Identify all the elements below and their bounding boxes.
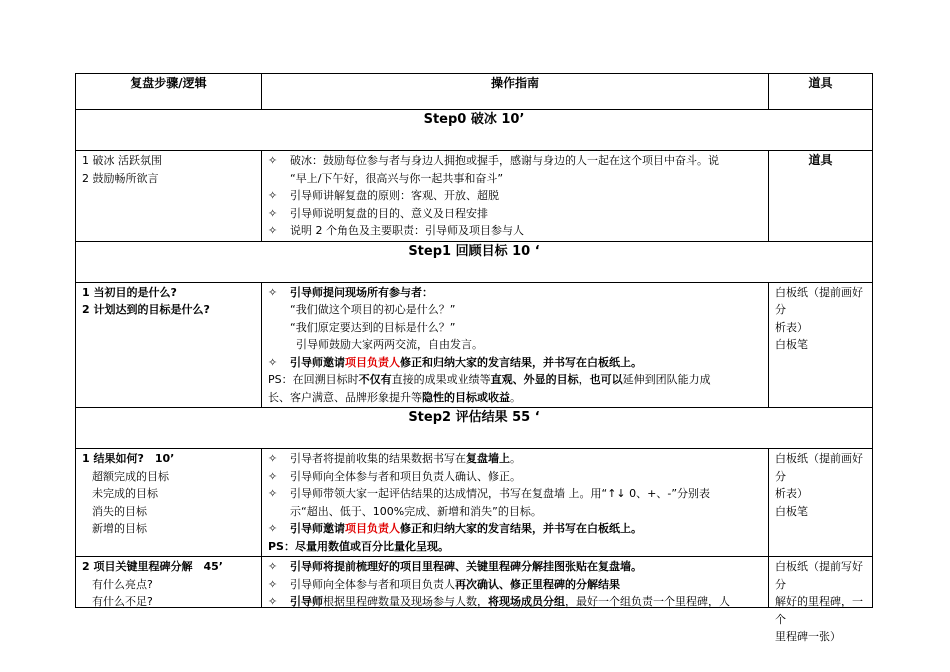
- step2-title: Step2 评估结果 55 ‘: [76, 408, 873, 449]
- review-guide-table: [75, 73, 873, 643]
- step2-logic-1: 超额完成的目标: [92, 469, 169, 483]
- step2-logic: [76, 449, 262, 557]
- step1-ps: PS：在回溯目标时不仅有直接的成果或业绩等直观、外显的目标，也可以延伸到团队能力成: [268, 373, 711, 386]
- arrow-down-icon: ↓: [616, 487, 626, 500]
- step1-props-3: 白板笔: [775, 338, 808, 351]
- header-row: [76, 74, 873, 110]
- step2b-guide-2: 引导师向全体参与者和项目负责人再次确认、修正里程碑的分解结果: [290, 577, 620, 591]
- step1-props-2: 析表）: [775, 320, 808, 334]
- step2-props-3: 白板笔: [775, 504, 808, 518]
- step1-content-row: [76, 282, 873, 408]
- step0-logic-2: 2 鼓励畅所欲言: [82, 171, 159, 185]
- diamond-bullet-icon: ✧: [268, 452, 278, 465]
- step1-guide: [262, 282, 769, 408]
- step2b-logic-1: 有什么亮点?: [92, 577, 153, 591]
- step0-guide-4: 引导师说明复盘的目的、意义及日程安排: [290, 206, 488, 220]
- step2-ps: PS：尽量用数值或百分比量化呈现。: [268, 539, 449, 553]
- header-props: 道具: [769, 74, 873, 110]
- step0-guide-2: “早上/下午好，很高兴与你一起共事和奋斗”: [290, 171, 504, 185]
- step2-logic-2: 未完成的目标: [92, 487, 158, 500]
- diamond-bullet-icon: ✧: [268, 595, 278, 608]
- diamond-bullet-icon: ✧: [268, 469, 278, 483]
- diamond-bullet-icon: ✧: [268, 560, 278, 573]
- step2-guide-1: 引导者将提前收集的结果数据书写在复盘墙上。: [290, 452, 521, 465]
- step1-question-title: 引导师提问现场所有参与者：: [290, 285, 433, 299]
- step2b-props-3: 里程碑一张）: [775, 630, 841, 643]
- step2-content-row: [76, 449, 873, 557]
- step0-content-row: [76, 151, 873, 242]
- step0-guide-3: 引导师讲解复盘的原则：客观、开放、超脱: [290, 189, 499, 202]
- step0-guide-5: 说明 2 个角色及主要职责：引导师及项目参与人: [290, 224, 524, 237]
- diamond-bullet-icon: ✧: [268, 577, 278, 591]
- step1-logic-2: 2 计划达到的目标是什么?: [82, 303, 210, 316]
- step2b-props-2: 解好的里程碑，一个: [775, 595, 863, 626]
- step1-question-2: “我们原定要达到的目标是什么？”: [290, 320, 456, 334]
- step0-title: Step0 破冰 10’: [76, 110, 873, 151]
- step2b-logic-title: 2 项目关键里程碑分解 45’: [82, 560, 223, 573]
- step1-logic: [76, 282, 262, 408]
- diamond-bullet-icon: ✧: [268, 154, 278, 167]
- step1-logic-1: 1 当初目的是什么?: [82, 285, 177, 299]
- step2b-content-row: [76, 557, 873, 608]
- diamond-bullet-icon: ✧: [268, 355, 278, 369]
- step1-props: [769, 282, 873, 408]
- step2-logic-4: 新增的目标: [92, 522, 147, 535]
- diamond-bullet-icon: ✧: [268, 224, 278, 237]
- step2-guide-3-cont: 示“超出、低于、100%完成、新增和消失”的目标。: [290, 504, 542, 518]
- arrow-up-icon: ↑: [607, 487, 617, 500]
- step2b-guide-1: 引导师将提前梳理好的项目里程碑、关键里程碑分解挂图张贴在复盘墙。: [290, 560, 642, 573]
- step2-title-row: [76, 408, 873, 449]
- step0-logic: [76, 151, 262, 242]
- step2-guide: [262, 449, 769, 557]
- header-guide: 操作指南: [262, 74, 769, 110]
- step0-logic-1: 1 破冰 活跃氛围: [82, 154, 162, 167]
- step1-title-row: [76, 241, 873, 282]
- step2-guide-3: 引导师带领大家一起评估结果的达成情况，书写在复盘墙 上。用“↑↓ 0、+、-”分别表: [290, 487, 711, 500]
- diamond-bullet-icon: ✧: [268, 522, 278, 535]
- step2b-props-1: 白板纸（提前写好分: [775, 560, 863, 591]
- diamond-bullet-icon: ✧: [268, 189, 278, 202]
- step2-guide-4: 引导师邀请项目负责人修正和归纳大家的发言结果，并书写在白板纸上。: [290, 522, 642, 535]
- step2-logic-3: 消失的目标: [92, 504, 147, 518]
- header-step: 复盘步骤/逻辑: [76, 74, 262, 110]
- step2-props-1: 白板纸（提前画好分: [775, 452, 863, 483]
- step2b-guide: [262, 557, 769, 608]
- step2b-logic: [76, 557, 262, 608]
- step1-question-3: 引导师鼓励大家两两交流，自由发言。: [296, 338, 483, 351]
- step1-props-1: 白板纸（提前画好分: [775, 285, 863, 316]
- step0-guide-1: 破冰：鼓励每位参与者与身边人拥抱或握手，感谢与身边的人一起在这个项目中奋斗。说: [290, 154, 719, 167]
- diamond-bullet-icon: ✧: [268, 206, 278, 220]
- step2b-guide-3: 引导师根据里程碑数量及现场参与人数，将现场成员分组，最好一个组负责一个里程碑，人: [290, 595, 730, 608]
- step2-guide-2: 引导师向全体参与者和项目负责人确认、修正。: [290, 469, 521, 483]
- step1-title: Step1 回顾目标 10 ‘: [76, 241, 873, 282]
- diamond-bullet-icon: ✧: [268, 487, 278, 500]
- step2b-props: [769, 557, 873, 643]
- step0-guide: [262, 151, 769, 242]
- step1-ps-cont: 长、客户满意、品牌形象提升等隐性的目标或收益。: [268, 390, 521, 404]
- step2-props-2: 析表）: [775, 487, 808, 500]
- step2b-logic-2: 有什么不足?: [92, 595, 153, 608]
- step0-props: 道具: [769, 151, 873, 242]
- diamond-bullet-icon: ✧: [268, 285, 278, 299]
- step2-logic-title: 1 结果如何? 10’: [82, 452, 175, 465]
- step2-props: [769, 449, 873, 557]
- step1-question-1: “我们做这个项目的初心是什么？”: [290, 303, 456, 316]
- step1-invite: 引导师邀请项目负责人修正和归纳大家的发言结果，并书写在白板纸上。: [290, 355, 642, 369]
- step0-title-row: [76, 110, 873, 151]
